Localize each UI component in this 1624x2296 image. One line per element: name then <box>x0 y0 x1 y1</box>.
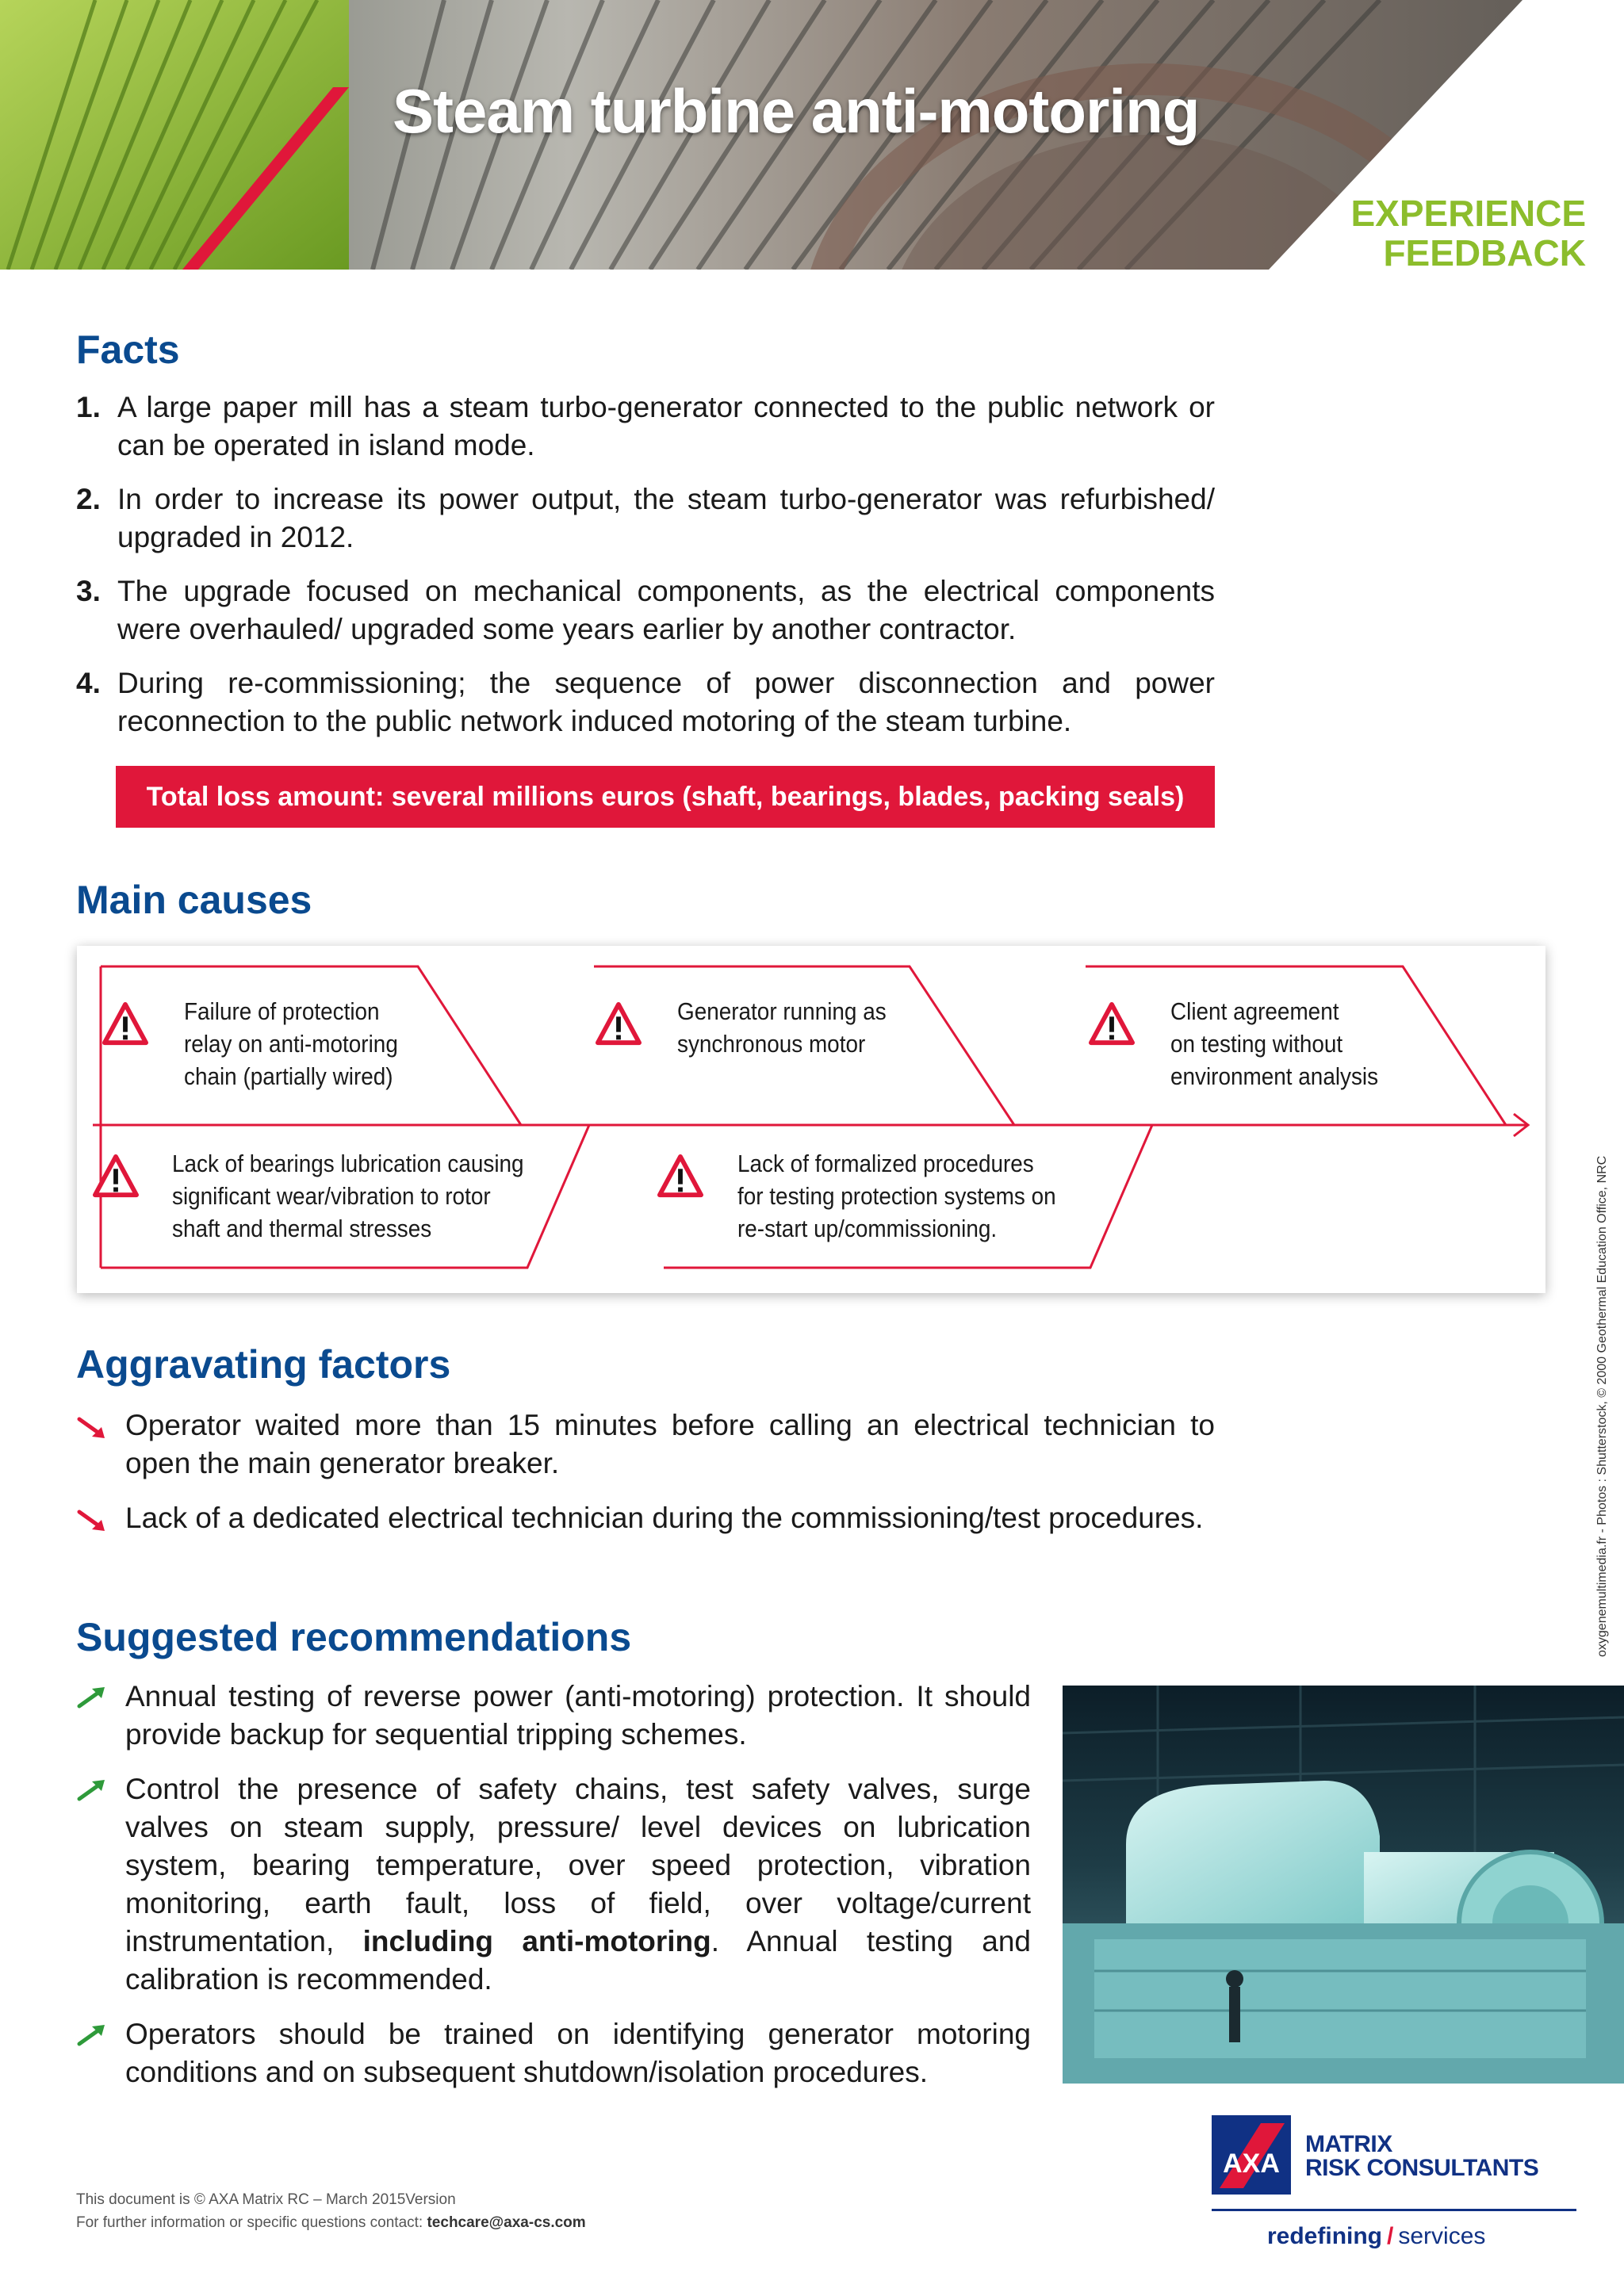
company-name-line: RISK CONSULTANTS <box>1305 2155 1539 2181</box>
logo-divider <box>1212 2209 1576 2211</box>
slogan-bold: redefining <box>1267 2223 1383 2249</box>
cause-top-3 <box>1170 995 1427 1093</box>
company-name <box>1305 2133 1538 2180</box>
slogan <box>1267 2223 1485 2250</box>
fact-item <box>76 572 1215 649</box>
photo-credit: oxygenemultimedia.fr - Photos : Shutterstock, © 2000 Geothermal Education Office, NRC <box>1595 1155 1609 1657</box>
slogan-rest: services <box>1398 2223 1486 2249</box>
cause-line: re-start up/commissioning. <box>737 1215 998 1242</box>
cause-line: Generator running as <box>677 997 887 1025</box>
facts-list <box>76 388 1215 756</box>
experience-feedback-tag <box>1350 193 1586 273</box>
cause-top-2 <box>677 995 934 1060</box>
warning-icon <box>1089 1001 1135 1047</box>
fact-number: 2. <box>76 483 101 515</box>
causes-diagram <box>77 946 1545 1293</box>
main-causes-heading: Main causes <box>76 878 312 922</box>
fact-text: In order to increase its power output, the steam turbo-generator was refurbished/ upgraded in 2012. <box>117 483 1215 553</box>
recommendation-text: Annual testing of reverse power (anti-motoring) protection. It should provide backup for sequential tripping schemes. <box>125 1680 1031 1751</box>
recommendation-item <box>76 1770 1031 1999</box>
cause-top-1 <box>184 995 441 1093</box>
cause-bottom-2 <box>737 1147 1073 1245</box>
cause-line: on testing without <box>1170 1030 1343 1058</box>
cause-line: for testing protection systems on <box>737 1182 1056 1210</box>
page-title: Steam turbine anti-motoring <box>393 76 1200 146</box>
fact-number: 3. <box>76 575 101 607</box>
contact-line <box>76 2211 586 2234</box>
cause-line: synchronous motor <box>677 1030 866 1058</box>
recommendation-text <box>125 1773 1031 1996</box>
tag-line-1: EXPERIENCE <box>1350 193 1586 234</box>
cause-line: chain (partially wired) <box>184 1062 393 1090</box>
cause-line: environment analysis <box>1170 1062 1379 1090</box>
aggravating-list <box>76 1406 1215 1554</box>
contact-email-link[interactable]: techcare@axa-cs.com <box>427 2214 586 2231</box>
fact-text: During re-commissioning; the sequence of power disconnection and power reconnection to the public network induced motoring of the steam turbine. <box>117 667 1215 737</box>
aggravating-item <box>76 1406 1215 1483</box>
fact-item <box>76 664 1215 740</box>
contact-label: For further information or specific questions contact: <box>76 2214 427 2231</box>
axa-matrix-logo <box>1212 2112 1592 2286</box>
company-name-line: MATRIX <box>1305 2131 1392 2157</box>
cause-line: relay on anti-motoring <box>184 1030 398 1058</box>
warning-icon <box>93 1154 139 1200</box>
cause-line: Client agreement <box>1170 997 1339 1025</box>
cause-bottom-1 <box>172 1147 529 1245</box>
aggravating-text: Operator waited more than 15 minutes before calling an electrical technician to open the main generator breaker. <box>125 1409 1215 1479</box>
recommendation-text-part: . Annual testing and calibration is recommended. <box>125 1925 1031 1996</box>
recommendations-list <box>76 1678 1031 2108</box>
arrow-down-right-icon <box>76 1507 108 1533</box>
total-loss-banner: Total loss amount: several millions euros (shaft, bearings, blades, packing seals) <box>116 766 1215 828</box>
cause-line: Lack of formalized procedures <box>737 1150 1034 1177</box>
fact-number: 1. <box>76 391 101 423</box>
recommendations-heading: Suggested recommendations <box>76 1615 632 1659</box>
fact-text: The upgrade focused on mechanical components, as the electrical components were overhauled/ upgraded some years earlier by another contractor. <box>117 575 1215 645</box>
recommendation-emphasis: including anti-motoring <box>362 1925 711 1957</box>
arrow-up-right-icon <box>76 1778 108 1804</box>
fact-text: A large paper mill has a steam turbo-generator connected to the public network or can be operated in island mode. <box>117 391 1215 461</box>
axa-logo-icon <box>1212 2115 1291 2195</box>
recommendation-item <box>76 2015 1031 2091</box>
arrow-down-right-icon <box>76 1414 108 1440</box>
facts-heading: Facts <box>76 327 180 372</box>
copyright-line: This document is © AXA Matrix RC – March 2015Version <box>76 2191 456 2208</box>
turbine-hall-photo <box>1063 1686 1624 2084</box>
aggravating-text: Lack of a dedicated electrical technician during the commissioning/test procedures. <box>125 1502 1204 1534</box>
cause-line: Failure of protection <box>184 997 380 1025</box>
footer <box>76 2188 586 2234</box>
arrow-up-right-icon <box>76 1686 108 1711</box>
slogan-slash: / <box>1387 2223 1394 2249</box>
aggravating-item <box>76 1499 1215 1537</box>
cause-line: significant wear/vibration to rotor <box>172 1182 491 1210</box>
warning-icon <box>657 1154 703 1200</box>
recommendation-item <box>76 1678 1031 1754</box>
aggravating-heading: Aggravating factors <box>76 1342 451 1387</box>
warning-icon <box>102 1001 148 1047</box>
recommendation-text: Operators should be trained on identifying generator motoring conditions and on subsequent shutdown/isolation procedures. <box>125 2018 1031 2088</box>
cause-line: Lack of bearings lubrication causing <box>172 1150 524 1177</box>
fact-item <box>76 480 1215 557</box>
recommendation-text-part: Control the presence of safety chains, test safety valves, surge valves on steam supply, pressure/ level devices on lubrication system, bearing temperature, over speed protection, vibration monitoring, earth fault, loss of field, over voltage/current instrumentation, <box>125 1773 1031 1957</box>
fact-item <box>76 388 1215 465</box>
warning-icon <box>596 1001 642 1047</box>
cause-line: shaft and thermal stresses <box>172 1215 432 1242</box>
arrow-up-right-icon <box>76 2023 108 2049</box>
tag-line-2: FEEDBACK <box>1383 232 1586 274</box>
axa-wordmark: AXA <box>1223 2149 1280 2179</box>
fact-number: 4. <box>76 667 101 699</box>
